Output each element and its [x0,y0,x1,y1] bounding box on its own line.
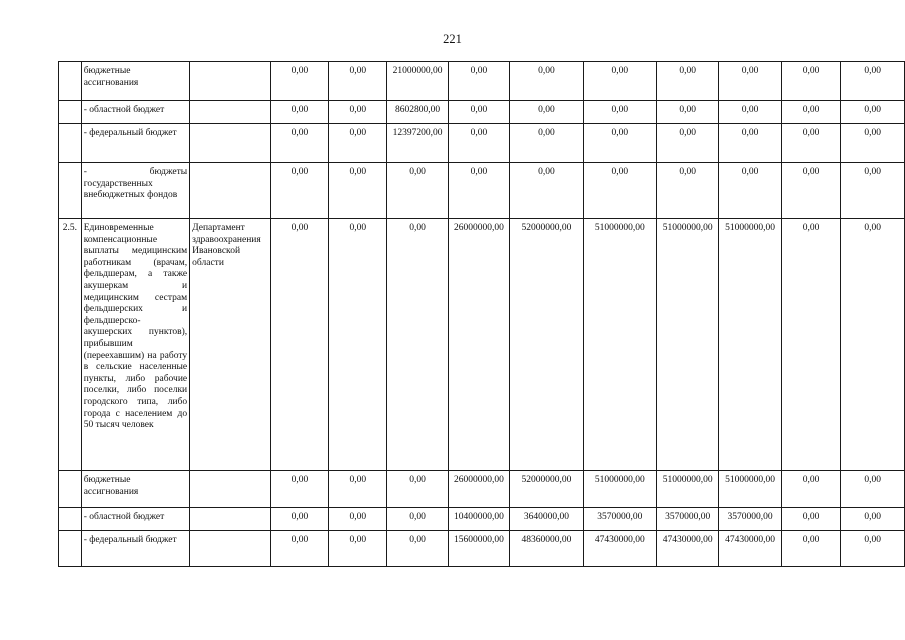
value-cell: 10400000,00 [448,508,509,531]
value-cell: 0,00 [510,62,583,101]
row-label: - областной бюджет [81,508,189,531]
row-index [59,471,82,508]
value-cell: 21000000,00 [387,62,448,101]
page-number: 221 [443,32,462,46]
value-cell: 0,00 [583,101,656,124]
value-cell: 0,00 [448,163,509,219]
value-cell: 0,00 [448,62,509,101]
value-cell: 3640000,00 [510,508,583,531]
row-index [59,531,82,567]
table-row [59,124,905,163]
row-label: - федеральный бюджет [81,531,189,567]
value-cell: 0,00 [271,124,329,163]
value-cell: 15600000,00 [448,531,509,567]
value-cell: 51000000,00 [719,471,781,508]
row-index [59,163,82,219]
value-cell: 0,00 [781,101,841,124]
value-cell: 0,00 [781,163,841,219]
value-cell: 0,00 [329,531,387,567]
value-cell: 0,00 [448,124,509,163]
value-cell: 51000000,00 [657,471,719,508]
budget-table [58,61,905,567]
value-cell: 12397200,00 [387,124,448,163]
value-cell: 0,00 [329,124,387,163]
value-cell: 0,00 [781,471,841,508]
value-cell: 0,00 [387,163,448,219]
table-row [59,62,905,101]
value-cell: 51000000,00 [583,219,656,471]
value-cell: 3570000,00 [657,508,719,531]
row-executor [190,508,271,531]
value-cell: 0,00 [271,508,329,531]
row-label: бюджетные ассигнования [81,471,189,508]
value-cell: 0,00 [781,508,841,531]
value-cell: 0,00 [719,101,781,124]
value-cell: 26000000,00 [448,471,509,508]
value-cell: 0,00 [329,508,387,531]
value-cell: 3570000,00 [719,508,781,531]
row-index [59,62,82,101]
value-cell: 3570000,00 [583,508,656,531]
value-cell: 0,00 [657,163,719,219]
value-cell: 0,00 [841,62,905,101]
value-cell: 47430000,00 [719,531,781,567]
value-cell: 0,00 [583,124,656,163]
row-label: Единовременные компенсационные выплаты медицинским работникам (врачам, фельдшерам, а также акушеркам и медицинским сестрам фельдшерских и фельдшерско-акушерских пунктов), прибывшим (переехавшим) на работу в сельские населенные пункты, либо рабочие поселки, либо поселки городского типа, либо города с населением до 50 тысяч человек [81,219,189,471]
row-index: 2.5. [59,219,82,471]
value-cell: 0,00 [271,163,329,219]
value-cell: 0,00 [387,471,448,508]
value-cell: 0,00 [657,62,719,101]
value-cell: 51000000,00 [657,219,719,471]
row-label: бюджетные ассигнования [81,62,189,101]
value-cell: 0,00 [387,219,448,471]
value-cell: 8602800,00 [387,101,448,124]
value-cell: 0,00 [841,124,905,163]
table-row [59,163,905,219]
value-cell: 0,00 [510,101,583,124]
row-executor [190,531,271,567]
value-cell: 0,00 [583,62,656,101]
value-cell: 0,00 [719,124,781,163]
value-cell: 0,00 [329,219,387,471]
value-cell: 0,00 [387,531,448,567]
value-cell: 0,00 [329,163,387,219]
row-label: - бюджеты государственных внебюджетных фондов [81,163,189,219]
value-cell: 0,00 [719,62,781,101]
value-cell: 0,00 [781,531,841,567]
row-executor [190,124,271,163]
value-cell: 0,00 [841,531,905,567]
value-cell: 0,00 [329,62,387,101]
value-cell: 0,00 [271,531,329,567]
table-row [59,101,905,124]
value-cell: 0,00 [781,124,841,163]
value-cell: 0,00 [841,219,905,471]
value-cell: 0,00 [448,101,509,124]
table-row [59,471,905,508]
value-cell: 0,00 [719,163,781,219]
value-cell: 52000000,00 [510,219,583,471]
value-cell: 0,00 [387,508,448,531]
value-cell: 0,00 [781,62,841,101]
value-cell: 48360000,00 [510,531,583,567]
row-label: - федеральный бюджет [81,124,189,163]
table-row [59,508,905,531]
value-cell: 0,00 [271,471,329,508]
value-cell: 0,00 [841,163,905,219]
value-cell: 0,00 [781,219,841,471]
value-cell: 0,00 [841,471,905,508]
table-row [59,219,905,471]
value-cell: 0,00 [271,101,329,124]
value-cell: 0,00 [329,471,387,508]
value-cell: 0,00 [510,163,583,219]
row-executor [190,163,271,219]
value-cell: 0,00 [841,508,905,531]
row-executor [190,101,271,124]
value-cell: 51000000,00 [719,219,781,471]
value-cell: 0,00 [271,219,329,471]
table-row [59,531,905,567]
row-executor [190,62,271,101]
value-cell: 0,00 [271,62,329,101]
value-cell: 0,00 [657,124,719,163]
value-cell: 26000000,00 [448,219,509,471]
row-executor [190,471,271,508]
value-cell: 52000000,00 [510,471,583,508]
value-cell: 51000000,00 [583,471,656,508]
row-index [59,101,82,124]
value-cell: 47430000,00 [583,531,656,567]
row-index [59,124,82,163]
value-cell: 0,00 [583,163,656,219]
row-label: - областной бюджет [81,101,189,124]
row-executor: Департамент здравоохранения Ивановской области [190,219,271,471]
value-cell: 0,00 [510,124,583,163]
value-cell: 47430000,00 [657,531,719,567]
value-cell: 0,00 [657,101,719,124]
value-cell: 0,00 [329,101,387,124]
value-cell: 0,00 [841,101,905,124]
row-index [59,508,82,531]
